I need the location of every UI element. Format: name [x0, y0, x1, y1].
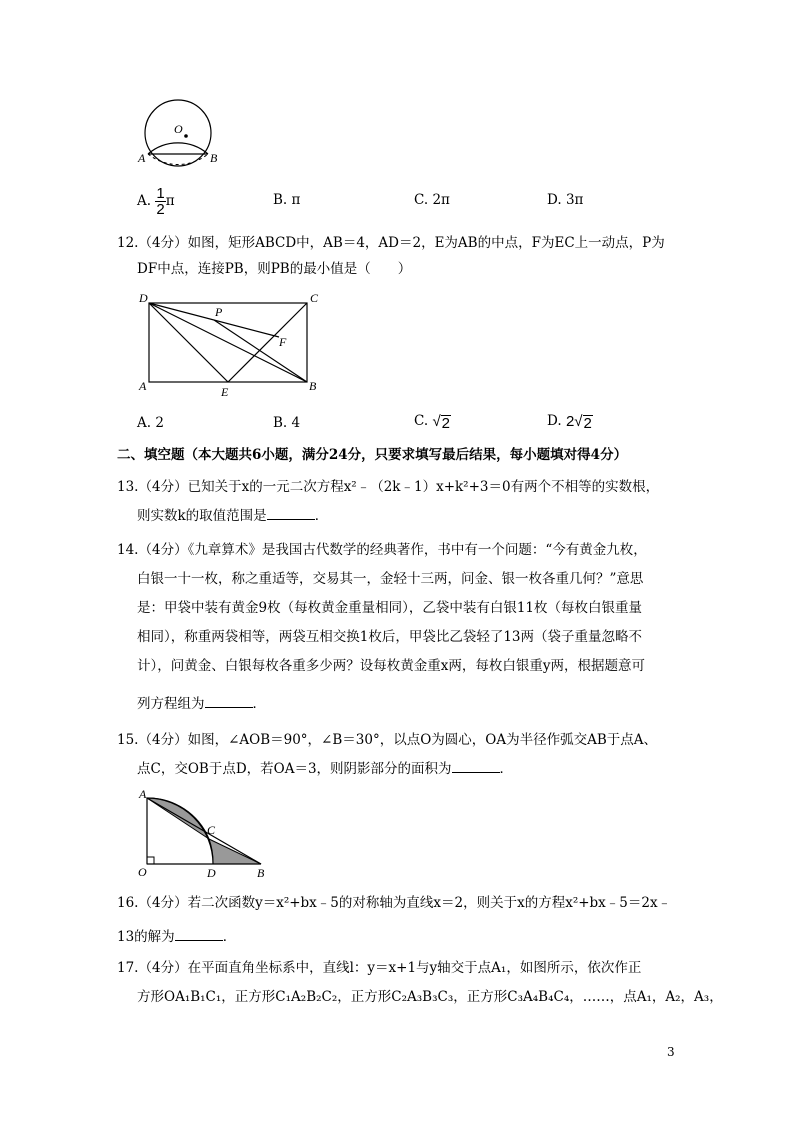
q15-label-d: D — [207, 866, 216, 880]
q12-option-c-sqrt: √ 2 — [432, 412, 451, 432]
q12-line-ec — [228, 303, 307, 382]
q16-stem-line1 — [117, 893, 671, 913]
q11-option-a-denominator: 2 — [156, 201, 165, 218]
q16-score: （4分） — [138, 895, 188, 911]
q11-option-b-letter: B. — [273, 192, 288, 208]
q15-stem-text1: 如图，∠AOB＝90°，∠B＝30°，以点O为圆心，OA为半径作弧交AB于点A、 — [187, 732, 658, 748]
q11-option-a-fraction — [155, 186, 165, 217]
q15-score: （4分） — [138, 732, 188, 748]
q14-number: 14. — [117, 542, 139, 558]
q17-stem-line1 — [117, 958, 641, 978]
q12-label-d: D — [139, 291, 148, 305]
q17-stem-line2: 方形OA₁B₁C₁，正方形C₁A₂B₂C₂，正方形C₂A₃B₃C₃，正方形C₃A₄B₄C₄，……，点A₁，A₂，A₃， — [137, 989, 723, 1005]
q17-stem-text1: 在平面直角坐标系中，直线l：y＝x+1与y轴交于点A₁，如图所示，依次作正 — [187, 960, 642, 976]
q13-stem-text1: 已知关于x的一元二次方程x²﹣（2k﹣1）x+k²+3＝0有两个不相等的实数根， — [187, 479, 660, 495]
q16-stem-text2: 13的解为 — [117, 929, 175, 945]
q12-option-d-sqrt: 2 √ 2 — [565, 412, 592, 432]
q16-stem-text1: 若二次函数y＝x²+bx﹣5的对称轴为直线x＝2，则关于x的方程x²+bx﹣5＝2x﹣ — [187, 895, 672, 911]
q14-line4: 相同），称重两袋相等，两袋互相交换1枚后，甲袋比乙袋轻了13两（袋子重量忽略不 — [137, 629, 643, 645]
q11-arc-solid — [148, 143, 208, 154]
q15-end: ． — [499, 761, 514, 777]
q12-label-c: C — [310, 291, 319, 305]
q11-option-d-text: 3π — [565, 192, 584, 208]
q16-stem-line2 — [117, 926, 236, 947]
q15-shaded-region-top — [147, 798, 209, 839]
q11-option-d — [547, 190, 583, 210]
q12-stem-line2 — [137, 259, 411, 279]
q15-label-b: B — [257, 866, 265, 880]
q14-line5: 计），问黄金、白银每枚各重多少两？设每枚黄金重x两，每枚白银重y两，根据题意可 — [137, 658, 645, 674]
q12-option-a-text: 2 — [155, 415, 164, 431]
q11-label-o: O — [174, 122, 183, 136]
q15-label-o: O — [138, 865, 147, 879]
q12-stem-text1: 如图，矩形ABCD中，AB＝4，AD＝2，E为AB的中点，F为EC上一动点，P为 — [187, 235, 665, 251]
q16-number: 16. — [117, 895, 139, 911]
q17-score: （4分） — [138, 960, 188, 976]
q12-option-b — [273, 413, 300, 433]
q12-label-f: F — [279, 335, 287, 349]
q14-line6 — [137, 693, 266, 714]
q14-line1 — [117, 540, 647, 560]
q12-option-d-coef: 2 — [565, 412, 575, 430]
q15-shaded-region-bottom — [209, 839, 261, 864]
q11-option-b — [273, 190, 300, 210]
q13-stem-text2: 则实数k的取值范围是 — [137, 508, 267, 524]
q13-answer-blank[interactable] — [267, 505, 315, 520]
q14-line2: 白银一十一枚，称之重适等，交易其一，金轻十三两，问金、银一枚各重几何？”意思 — [137, 571, 644, 587]
q15-label-c: C — [207, 823, 216, 837]
q11-label-a: A — [138, 151, 146, 165]
q13-number: 13. — [117, 479, 139, 495]
q12-number: 12. — [117, 235, 139, 251]
q15-stem-line2 — [137, 758, 513, 779]
q12-label-b: B — [309, 379, 317, 393]
q12-option-b-text: 4 — [291, 415, 301, 431]
q13-score: （4分） — [138, 479, 188, 495]
q13-stem-line1 — [117, 477, 659, 497]
q12-stem-text2: DF中点，连接PB，则PB的最小值是（ ） — [137, 261, 412, 277]
q12-option-c — [414, 411, 451, 432]
q16-answer-blank[interactable] — [175, 926, 223, 941]
q13-stem-line2 — [137, 505, 328, 526]
q13-end: ． — [314, 508, 329, 524]
q12-stem-line1 — [117, 233, 665, 253]
q11-option-a — [137, 186, 175, 217]
q11-option-a-numerator: 1 — [156, 185, 165, 202]
q11-option-b-text: π — [291, 192, 301, 208]
q14-end: ． — [252, 696, 266, 712]
q11-option-a-letter: A. — [137, 193, 152, 209]
q12-label-p: P — [215, 305, 223, 319]
q15-right-angle-mark — [147, 857, 154, 864]
q14-line3: 是：甲袋中装有黄金9枚（每枚黄金重量相同），乙袋中装有白银11枚（每枚白银重量 — [137, 600, 643, 616]
q11-option-c — [414, 190, 450, 210]
q15-answer-blank[interactable] — [452, 758, 500, 773]
q12-option-a — [137, 413, 164, 433]
q11-center-point — [184, 134, 188, 138]
q12-option-b-letter: B. — [273, 415, 288, 431]
q11-option-c-text: 2π — [432, 192, 450, 208]
q15-stem-text2: 点C，交OB于点D，若OA＝3，则阴影部分的面积为 — [137, 761, 452, 777]
q14-text6: 列方程组为 — [137, 696, 205, 712]
q14-text1: 《九章算术》是我国古代数学的经典著作，书中有一个问题：“今有黄金九枚， — [187, 542, 647, 558]
q11-option-a-pi: π — [165, 193, 175, 209]
q12-option-d-radicand: 2 — [583, 414, 592, 432]
q15-number: 15. — [117, 732, 139, 748]
q11-option-d-letter: D. — [547, 192, 562, 208]
q12-line-pb — [214, 320, 307, 382]
q15-stem-line1 — [117, 730, 657, 750]
q14-score: （4分） — [138, 542, 188, 558]
q15-sector-figure — [135, 788, 275, 880]
section2-heading: 二、填空题（本大题共6小题，满分24分，只要求填写最后结果，每小题填对得4分） — [117, 447, 628, 463]
q11-option-c-letter: C. — [414, 192, 429, 208]
q12-label-e: E — [221, 385, 229, 399]
q12-option-a-letter: A. — [137, 415, 152, 431]
q12-score: （4分） — [138, 235, 188, 251]
q14-answer-blank[interactable] — [205, 693, 253, 708]
q11-circle-figure — [135, 98, 235, 170]
q12-option-d — [547, 411, 593, 432]
q17-number: 17. — [117, 960, 139, 976]
q16-end: ． — [222, 929, 237, 945]
q12-option-c-letter: C. — [414, 413, 429, 429]
page-number: 3 — [667, 1045, 675, 1059]
q11-label-b: B — [210, 151, 218, 165]
q15-label-a: A — [139, 788, 147, 801]
q12-label-a: A — [139, 379, 147, 393]
q12-option-c-radicand: 2 — [441, 414, 451, 432]
q11-arc-dashed — [148, 154, 208, 165]
q12-option-d-letter: D. — [547, 413, 562, 429]
q12-rectangle-figure — [135, 288, 335, 400]
